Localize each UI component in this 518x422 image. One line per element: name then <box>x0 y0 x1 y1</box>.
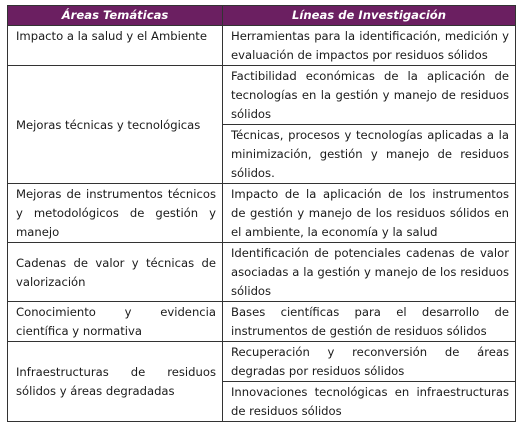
line-cell: Factibilidad económicas de la aplicación de tecnologías en la gestión y manejo de residuos sólidos <box>223 66 516 125</box>
research-areas-table <box>7 5 516 422</box>
line-cell: Técnicas, procesos y tecnologías aplicadas a la minimización, gestión y manejo de residuos sólidos. <box>223 125 516 184</box>
header-lines: Líneas de Investigación <box>223 6 516 26</box>
table-row <box>8 342 516 382</box>
header-areas: Áreas Temáticas <box>8 6 223 26</box>
header-row <box>8 6 516 26</box>
line-cell: Innovaciones tecnológicas en infraestructuras de residuos sólidos <box>223 382 516 422</box>
table-row <box>8 302 516 342</box>
line-cell: Bases científicas para el desarrollo de instrumentos de gestión de residuos sólidos <box>223 302 516 342</box>
area-cell: Cadenas de valor y técnicas de valorización <box>8 243 223 302</box>
area-cell: Infraestructuras de residuos sólidos y áreas degradadas <box>8 342 223 422</box>
area-cell: Conocimiento y evidencia científica y normativa <box>8 302 223 342</box>
table-row <box>8 243 516 302</box>
area-cell: Mejoras técnicas y tecnológicas <box>8 66 223 184</box>
line-cell: Impacto de la aplicación de los instrumentos de gestión y manejo de los residuos sólidos en el ambiente, la economía y la salud <box>223 184 516 243</box>
table-row <box>8 184 516 243</box>
line-cell: Recuperación y reconversión de áreas degradas por residuos sólidos <box>223 342 516 382</box>
line-cell: Identificación de potenciales cadenas de valor asociadas a la gestión y manejo de los residuos sólidos <box>223 243 516 302</box>
table-row <box>8 66 516 125</box>
line-cell: Herramientas para la identificación, medición y evaluación de impactos por residuos sólidos <box>223 26 516 66</box>
table-row <box>8 26 516 66</box>
area-cell: Mejoras de instrumentos técnicos y metodológicos de gestión y manejo <box>8 184 223 243</box>
area-cell: Impacto a la salud y el Ambiente <box>8 26 223 66</box>
